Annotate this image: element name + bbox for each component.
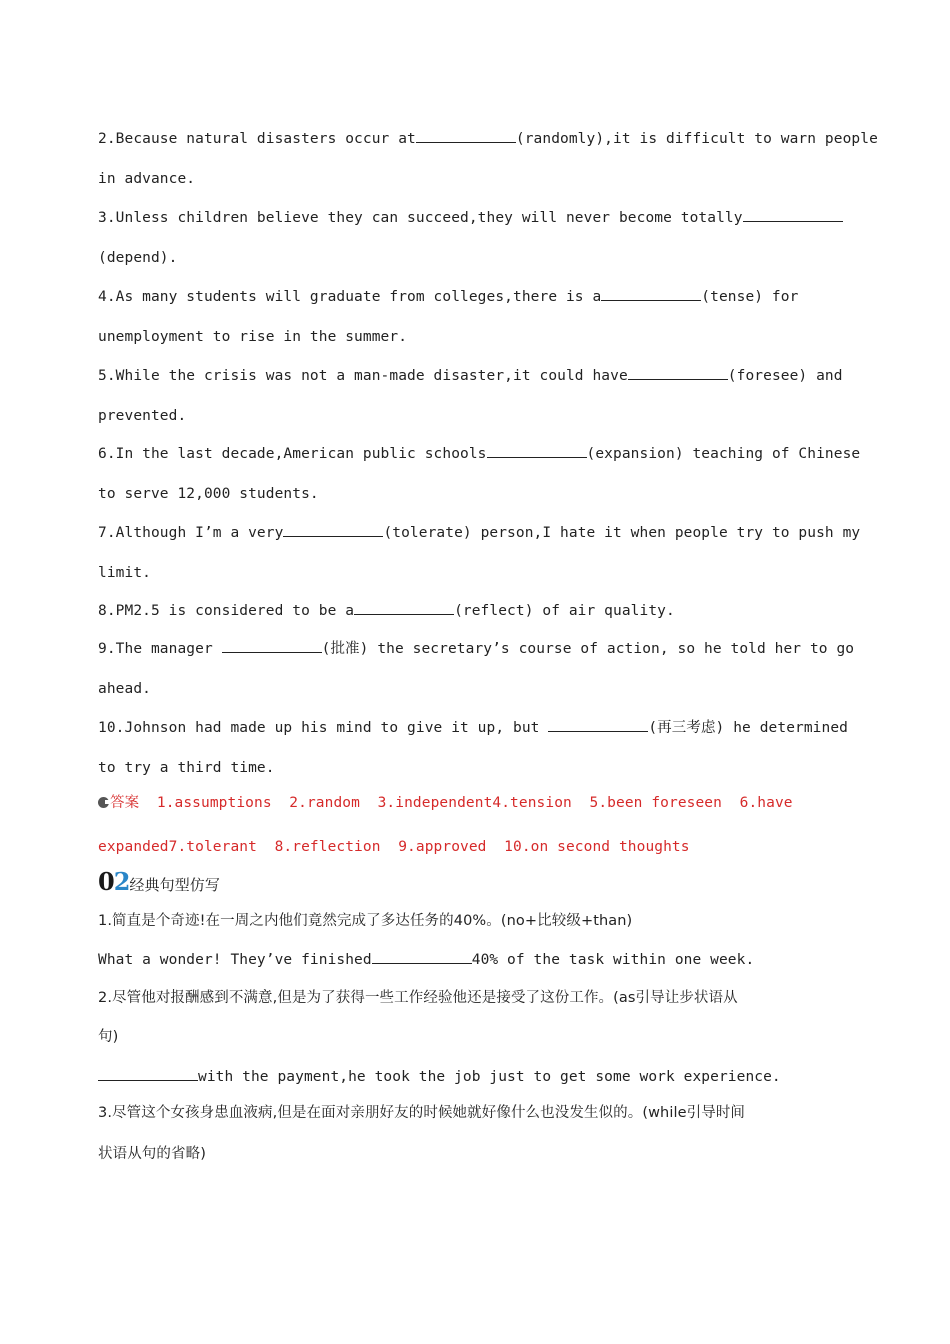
answer-blank[interactable] <box>487 443 587 458</box>
pattern-2-cn-cont: 句) <box>98 1029 119 1045</box>
pattern-2-en <box>98 1066 781 1087</box>
section-title: 经典句型仿写 <box>129 876 221 894</box>
section-heading <box>98 868 220 900</box>
exercise-4-cont: unemployment to rise in the summer. <box>98 329 408 345</box>
pattern-3-cn: 3.尽管这个女孩身患血液病,但是在面对亲朋好友的时候她就好像什么也没发生似的。(while引导时间 <box>98 1105 746 1121</box>
pattern-3-cn-cont: 状语从句的省略) <box>98 1146 206 1162</box>
section-number-digit: 2 <box>113 867 130 896</box>
exercise-2 <box>98 128 878 149</box>
answer-icon <box>98 797 109 808</box>
answer-blank[interactable] <box>98 1066 198 1081</box>
answer-blank[interactable] <box>548 717 648 732</box>
exercise-hint: (expansion) teaching of Chinese <box>586 446 861 462</box>
exercise-10 <box>98 717 848 738</box>
answer-blank[interactable] <box>372 949 472 964</box>
exercise-3-cont: (depend). <box>98 250 178 266</box>
pattern-text: What a wonder! They’ve finished <box>98 952 372 968</box>
answer-blank[interactable] <box>416 128 516 143</box>
exercise-text: 9.The manager <box>98 641 222 657</box>
exercise-6 <box>98 443 860 464</box>
answer-blank[interactable] <box>743 207 843 222</box>
exercise-text: 2.Because natural disasters occur at <box>98 131 416 147</box>
exercise-5-cont: prevented. <box>98 408 187 424</box>
exercise-4 <box>98 286 798 307</box>
section-number <box>98 867 129 896</box>
exercise-5 <box>98 365 843 386</box>
exercise-10-cont: to try a third time. <box>98 760 275 776</box>
exercise-hint: (randomly),it is difficult to warn people <box>515 131 878 147</box>
exercise-3 <box>98 207 843 228</box>
exercise-hint: (foresee) and <box>727 368 843 384</box>
exercise-text: 4.As many students will graduate from colleges,there is a <box>98 289 602 305</box>
answer-blank[interactable] <box>628 365 728 380</box>
pattern-2-cn: 2.尽管他对报酬感到不满意,但是为了获得一些工作经验他还是接受了这份工作。(as引导让步状语从 <box>98 990 738 1006</box>
exercise-hint: (批准) the secretary’s course of action, so he told her to go <box>321 641 855 657</box>
exercise-9 <box>98 638 854 659</box>
answer-blank[interactable] <box>222 638 322 653</box>
exercise-text: 7.Although I’m a very <box>98 525 284 541</box>
exercise-7-cont: limit. <box>98 565 151 581</box>
exercise-hint: (reflect) of air quality. <box>454 603 675 619</box>
exercise-6-cont: to serve 12,000 students. <box>98 486 319 502</box>
answer-blank[interactable] <box>283 522 383 537</box>
pattern-1-cn: 1.简直是个奇迹!在一周之内他们竟然完成了多达任务的40%。(no+比较级+than) <box>98 913 633 929</box>
answers-line-1 <box>98 793 793 813</box>
exercise-9-cont: ahead. <box>98 681 151 697</box>
exercise-text: 3.Unless children believe they can succeed,they will never become totally <box>98 210 743 226</box>
exercise-text: 6.In the last decade,American public schools <box>98 446 487 462</box>
pattern-text: with the payment,he took the job just to get some work experience. <box>198 1069 781 1085</box>
exercise-hint: (再三考虑) he determined <box>648 720 849 736</box>
exercise-text: 10.Johnson had made up his mind to give it up, but <box>98 720 549 736</box>
exercise-text: 5.While the crisis was not a man-made disaster,it could have <box>98 368 628 384</box>
answers-label: 答案 <box>110 795 140 811</box>
exercise-8 <box>98 600 675 621</box>
exercise-hint: (tense) for <box>701 289 799 305</box>
answers-line-2: expanded7.tolerant 8.reflection 9.approved 10.on second thoughts <box>98 839 690 855</box>
answers-text: 1.assumptions 2.random 3.independent4.tension 5.been foreseen 6.have <box>139 795 793 811</box>
exercise-hint: (tolerate) person,I hate it when people try to push my <box>383 525 861 541</box>
answer-blank[interactable] <box>354 600 454 615</box>
pattern-text: 40% of the task within one week. <box>471 952 755 968</box>
section-number-digit: 0 <box>98 867 114 896</box>
answer-blank[interactable] <box>601 286 701 301</box>
pattern-1-en <box>98 949 754 970</box>
exercise-7 <box>98 522 860 543</box>
exercise-text: 8.PM2.5 is considered to be a <box>98 603 355 619</box>
exercise-2-cont: in advance. <box>98 171 196 187</box>
